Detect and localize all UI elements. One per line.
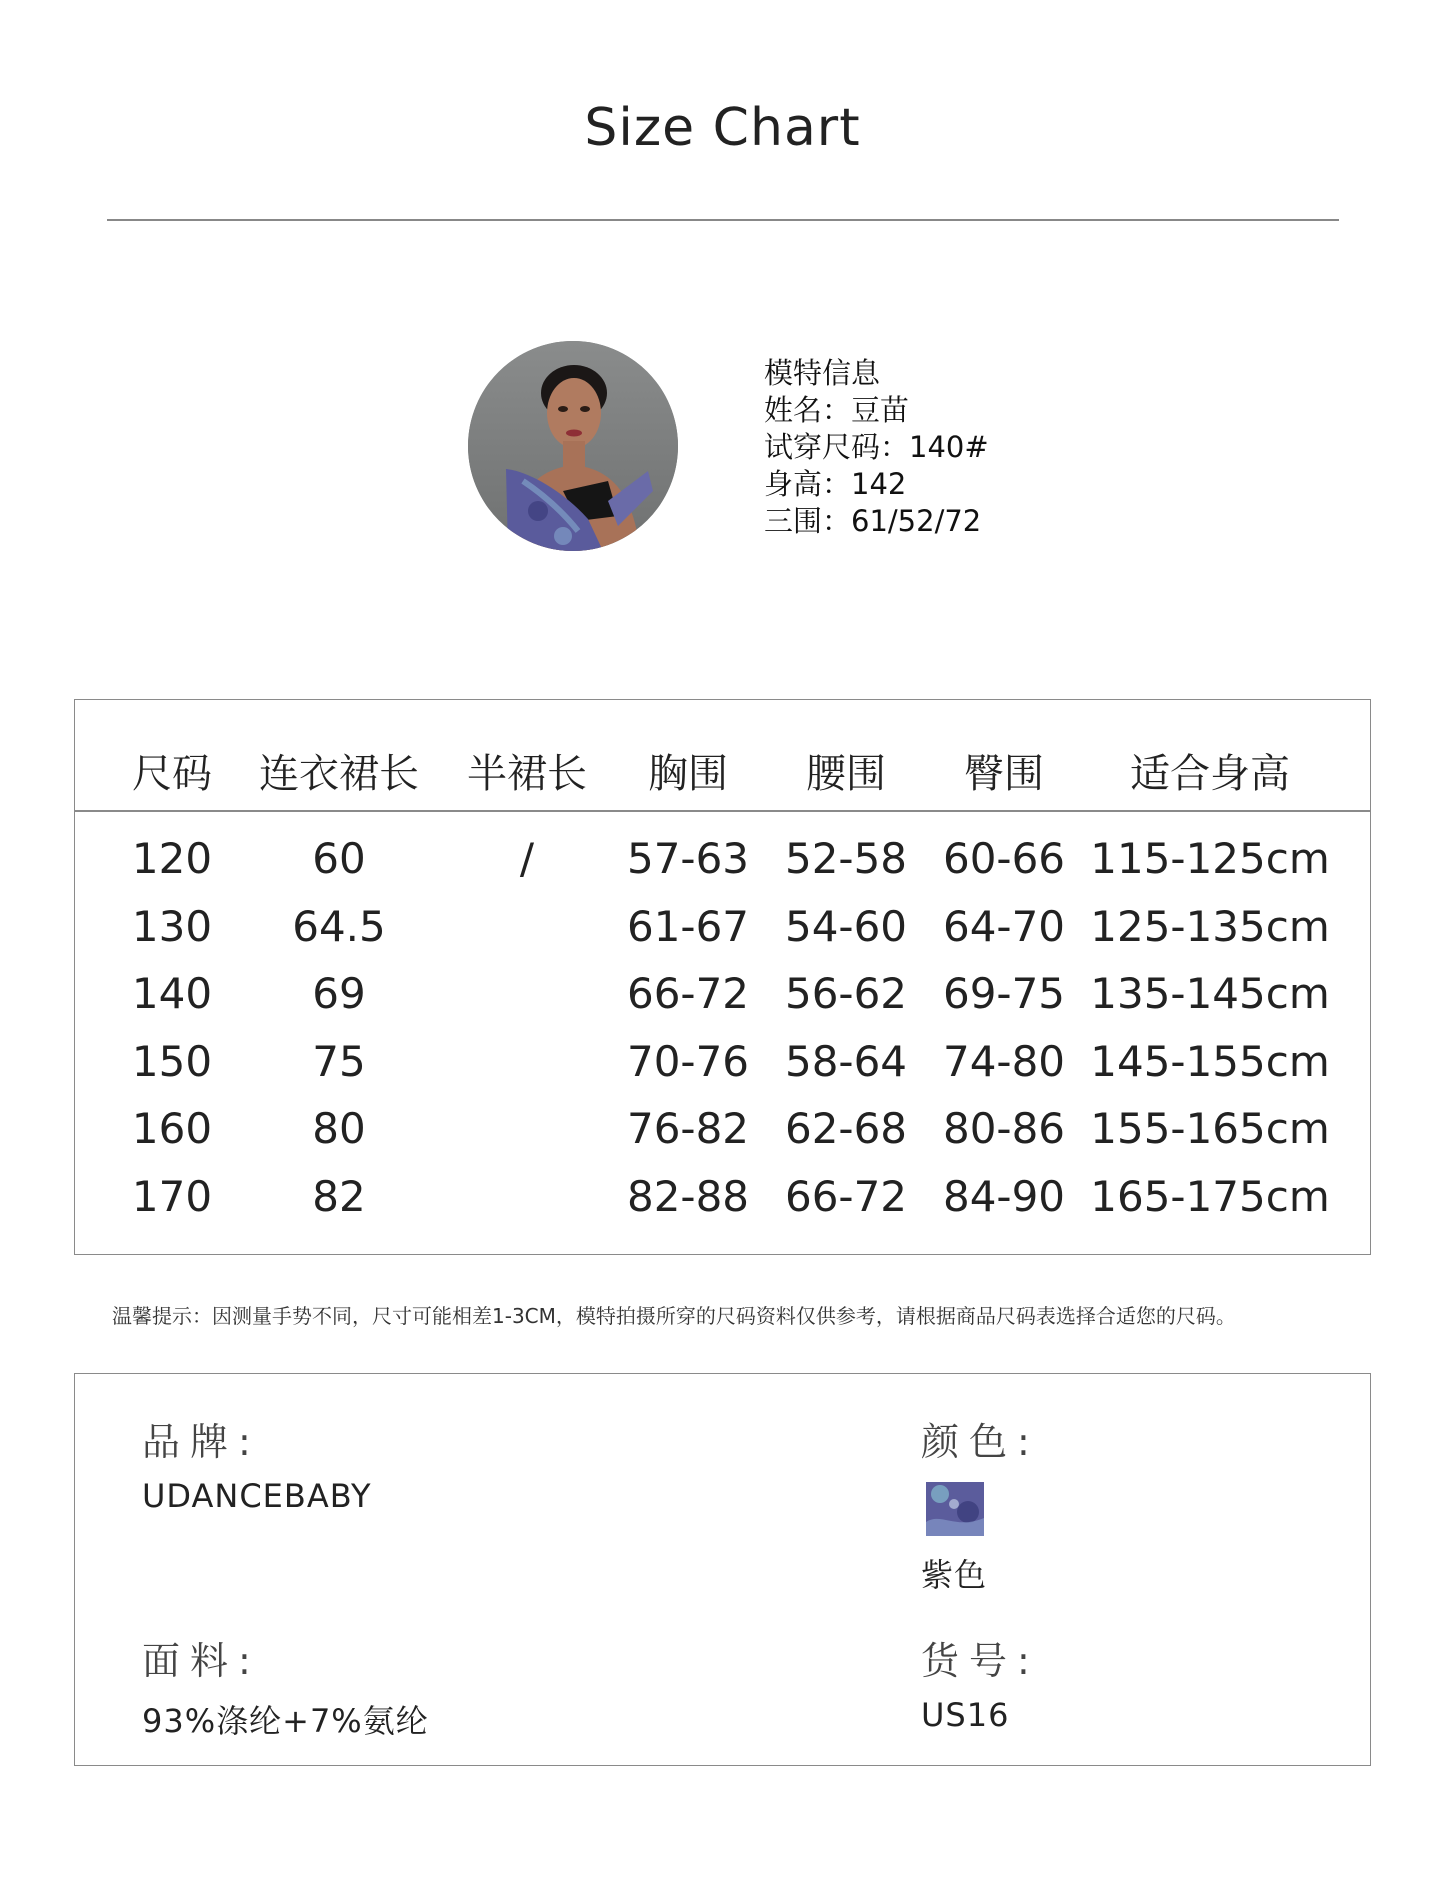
- page-title: Size Chart: [584, 98, 861, 158]
- product-info: [74, 1373, 1371, 1766]
- cell-fit-height: 145-155cm: [1090, 1036, 1330, 1086]
- model-size: 试穿尺码：140#: [764, 430, 989, 464]
- brand-value: UDANCEBABY: [142, 1477, 372, 1515]
- cell-bust: 57-63: [626, 834, 750, 883]
- brand-label: 品牌:: [142, 1420, 261, 1464]
- size-table: [74, 699, 1371, 1255]
- model-info-heading: 模特信息: [764, 356, 881, 390]
- model-height: 身高：142: [764, 467, 907, 501]
- cell-size: 120: [131, 834, 213, 883]
- title-divider: [107, 219, 1339, 221]
- cell-bust: 70-76: [626, 1036, 750, 1086]
- header-fit-height: 适合身高: [1130, 751, 1290, 797]
- sku-value: US16: [921, 1696, 1010, 1734]
- cell-dress-length: 69: [312, 969, 366, 1018]
- cell-waist: 54-60: [784, 901, 908, 951]
- cell-fit-height: 165-175cm: [1090, 1171, 1330, 1221]
- cell-dress-length: 64.5: [292, 901, 386, 951]
- cell-dress-length: 80: [312, 1104, 366, 1153]
- cell-size: 140: [131, 969, 213, 1018]
- cell-size: 130: [131, 901, 213, 951]
- cell-fit-height: 155-165cm: [1090, 1104, 1330, 1153]
- cell-hip: 84-90: [942, 1171, 1066, 1221]
- cell-bust: 61-67: [626, 901, 750, 951]
- cell-fit-height: 125-135cm: [1090, 901, 1330, 951]
- cell-waist: 58-64: [784, 1036, 908, 1086]
- model-name: 姓名：豆苗: [764, 393, 910, 427]
- cell-fit-height: 135-145cm: [1090, 969, 1330, 1018]
- model-measurements: 三围：61/52/72: [764, 504, 982, 538]
- header-bust: 胸围: [648, 751, 728, 797]
- cell-size: 160: [131, 1104, 213, 1153]
- cell-dress-length: 82: [312, 1171, 366, 1221]
- color-label: 颜色:: [921, 1420, 1040, 1464]
- header-size: 尺码: [132, 751, 212, 797]
- cell-size: 150: [131, 1036, 213, 1086]
- cell-bust: 66-72: [626, 969, 750, 1018]
- cell-fit-height: 115-125cm: [1090, 834, 1330, 883]
- fabric-label: 面料:: [142, 1639, 261, 1683]
- header-divider: [75, 810, 1370, 812]
- header-hip: 臀围: [964, 751, 1044, 797]
- cell-skirt-length: /: [519, 834, 535, 883]
- header-dress-length: 连衣裙长: [259, 751, 419, 797]
- fabric-value: 93%涤纶+7%氨纶: [142, 1702, 429, 1740]
- cell-waist: 52-58: [784, 834, 908, 883]
- cell-bust: 82-88: [626, 1171, 750, 1221]
- cell-hip: 60-66: [942, 834, 1066, 883]
- cell-dress-length: 75: [312, 1036, 366, 1086]
- color-value: 紫色: [921, 1556, 988, 1594]
- cell-hip: 74-80: [942, 1036, 1066, 1086]
- cell-size: 170: [131, 1171, 213, 1221]
- header-waist: 腰围: [806, 751, 886, 797]
- cell-waist: 66-72: [784, 1171, 908, 1221]
- cell-bust: 76-82: [626, 1104, 750, 1153]
- cell-dress-length: 60: [312, 834, 366, 883]
- size-tip: 温馨提示：因测量手势不同，尺寸可能相差1-3CM，模特拍摄所穿的尺码资料仅供参考，请根据商品尺码表选择合适您的尺码。: [112, 1304, 1236, 1328]
- cell-waist: 62-68: [784, 1104, 908, 1153]
- cell-hip: 69-75: [942, 969, 1066, 1018]
- cell-hip: 64-70: [942, 901, 1066, 951]
- model-info: [764, 355, 989, 540]
- cell-hip: 80-86: [942, 1104, 1066, 1153]
- header-skirt-length: 半裙长: [467, 751, 587, 797]
- color-swatch: [926, 1482, 984, 1536]
- cell-waist: 56-62: [784, 969, 908, 1018]
- model-avatar: [468, 341, 678, 551]
- sku-label: 货号:: [921, 1639, 1040, 1683]
